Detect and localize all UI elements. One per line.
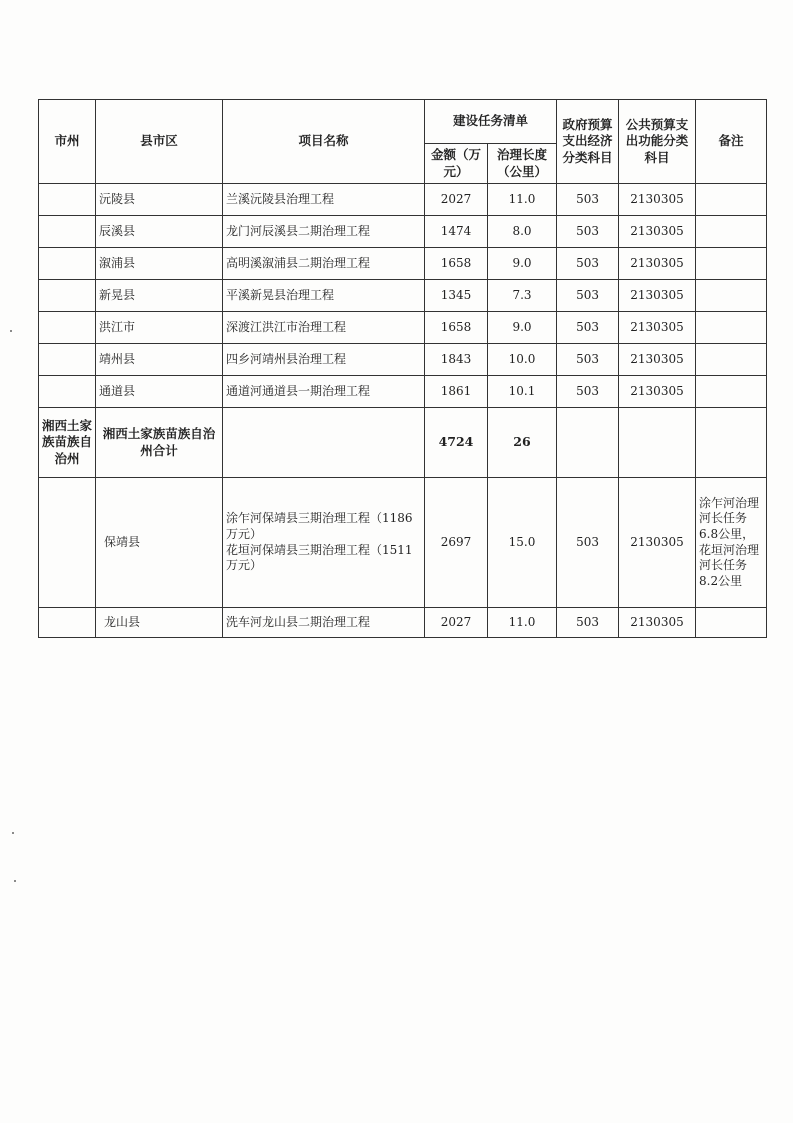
econ-cell: 503 [557,376,619,408]
header-note: 备注 [696,100,767,184]
project-line-2: 花垣河保靖县三期治理工程（1511万元） [226,542,413,573]
header-length: 治理长度（公里） [488,144,557,184]
amount-cell: 2027 [425,184,488,216]
amount-cell: 1345 [425,280,488,312]
length-cell: 10.1 [488,376,557,408]
func-cell: 2130305 [619,478,696,608]
scan-speck [14,880,16,882]
summary-label-cell: 湘西土家族苗族自治州合计 [96,408,223,478]
econ-cell: 503 [557,248,619,280]
note-cell [696,344,767,376]
header-county: 县市区 [96,100,223,184]
table-row-baojing [39,478,767,608]
econ-cell: 503 [557,608,619,638]
city-cell [39,312,96,344]
econ-cell: 503 [557,478,619,608]
city-cell [39,216,96,248]
summary-length-cell: 26 [488,408,557,478]
amount-cell: 1658 [425,312,488,344]
project-cell: 龙门河辰溪县二期治理工程 [223,216,425,248]
length-cell: 8.0 [488,216,557,248]
length-cell: 7.3 [488,280,557,312]
summary-func-cell [619,408,696,478]
table-row [39,344,767,376]
project-cell: 兰溪沅陵县治理工程 [223,184,425,216]
city-cell [39,344,96,376]
county-cell: 龙山县 [96,608,223,638]
table-row [39,248,767,280]
city-cell [39,608,96,638]
func-cell: 2130305 [619,184,696,216]
table-row [39,216,767,248]
county-cell: 辰溪县 [96,216,223,248]
func-cell: 2130305 [619,280,696,312]
summary-row [39,408,767,478]
county-cell: 沅陵县 [96,184,223,216]
note-cell: 涂乍河治理河长任务6.8公里，花垣河治理河长任务8.2公里 [696,478,767,608]
county-cell: 新晃县 [96,280,223,312]
summary-note-cell [696,408,767,478]
county-cell: 保靖县 [96,478,223,608]
project-cell: 洗车河龙山县二期治理工程 [223,608,425,638]
length-cell: 10.0 [488,344,557,376]
city-cell [39,376,96,408]
header-amount: 金额（万元） [425,144,488,184]
table-row [39,312,767,344]
econ-cell: 503 [557,216,619,248]
length-cell: 15.0 [488,478,557,608]
project-line-1: 涂乍河保靖县三期治理工程（1186万元） [226,511,413,541]
summary-city-cell: 湘西土家族苗族自治州 [39,408,96,478]
city-cell [39,478,96,608]
note-cell [696,312,767,344]
header-func: 公共预算支出功能分类科目 [619,100,696,184]
func-cell: 2130305 [619,344,696,376]
length-cell: 9.0 [488,248,557,280]
amount-cell: 2027 [425,608,488,638]
table-row [39,280,767,312]
func-cell: 2130305 [619,248,696,280]
project-cell: 通道河通道县一期治理工程 [223,376,425,408]
county-cell: 溆浦县 [96,248,223,280]
amount-cell: 1861 [425,376,488,408]
table-row-longshan [39,608,767,638]
county-cell: 通道县 [96,376,223,408]
note-cell [696,216,767,248]
amount-cell: 1843 [425,344,488,376]
summary-project-cell [223,408,425,478]
city-cell [39,248,96,280]
project-cell [223,478,425,608]
amount-cell: 1658 [425,248,488,280]
note-cell [696,608,767,638]
project-table [38,99,767,638]
table-row [39,376,767,408]
city-cell [39,184,96,216]
amount-cell: 2697 [425,478,488,608]
length-cell: 9.0 [488,312,557,344]
func-cell: 2130305 [619,312,696,344]
header-task-list: 建设任务清单 [425,100,557,144]
note-cell [696,376,767,408]
city-cell [39,280,96,312]
project-cell: 平溪新晃县治理工程 [223,280,425,312]
scan-speck [12,832,14,834]
project-cell: 深渡江洪江市治理工程 [223,312,425,344]
econ-cell: 503 [557,184,619,216]
note-cell [696,280,767,312]
project-cell: 高明溪溆浦县二期治理工程 [223,248,425,280]
length-cell: 11.0 [488,608,557,638]
summary-amount-cell: 4724 [425,408,488,478]
header-project: 项目名称 [223,100,425,184]
summary-econ-cell [557,408,619,478]
econ-cell: 503 [557,312,619,344]
amount-cell: 1474 [425,216,488,248]
econ-cell: 503 [557,344,619,376]
table-row [39,184,767,216]
note-cell [696,248,767,280]
econ-cell: 503 [557,280,619,312]
header-city: 市州 [39,100,96,184]
header-econ: 政府预算支出经济分类科目 [557,100,619,184]
scan-speck [10,330,12,332]
project-cell: 四乡河靖州县治理工程 [223,344,425,376]
func-cell: 2130305 [619,216,696,248]
func-cell: 2130305 [619,376,696,408]
length-cell: 11.0 [488,184,557,216]
county-cell: 洪江市 [96,312,223,344]
func-cell: 2130305 [619,608,696,638]
note-cell [696,184,767,216]
county-cell: 靖州县 [96,344,223,376]
